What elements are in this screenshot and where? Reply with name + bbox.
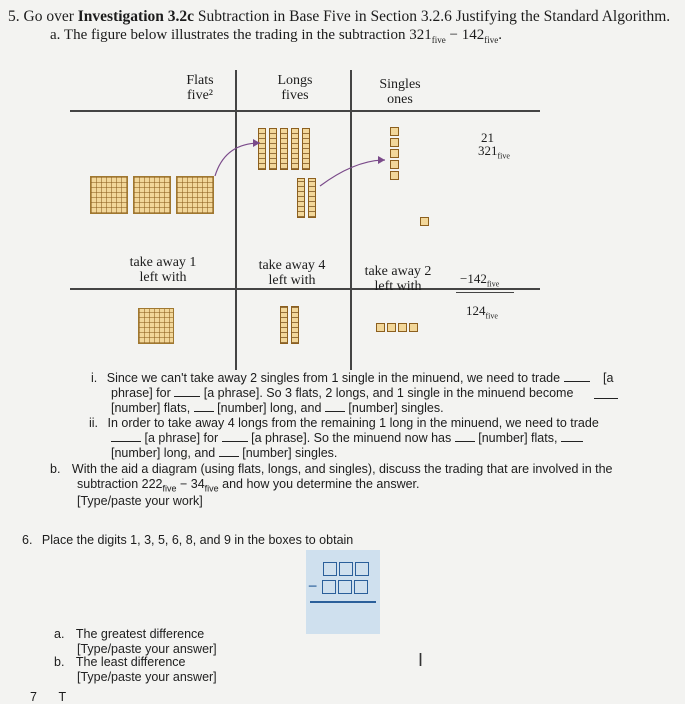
trade-arrow-flat-to-longs bbox=[215, 143, 260, 176]
q6-number: 6. bbox=[22, 533, 33, 547]
part-ii-line3-a: [number] long, and bbox=[111, 446, 216, 460]
minus-sign: − bbox=[308, 578, 318, 596]
part-i-line3-a: [number] flats, bbox=[111, 401, 191, 415]
q5a-base1: five bbox=[431, 35, 446, 45]
singles-take-away bbox=[353, 264, 443, 294]
subtrahend-base: five bbox=[486, 279, 500, 289]
header-longs bbox=[260, 73, 330, 103]
header-longs-unit: fives bbox=[281, 88, 309, 103]
part-i-line2-b: [a phrase]. So 3 flats, 2 longs, and 1 single in the minuend become bbox=[203, 386, 574, 400]
single-block bbox=[387, 323, 396, 332]
header-flats-label: Flats bbox=[186, 73, 214, 88]
long-block bbox=[291, 306, 299, 344]
part-i-label: i. bbox=[91, 371, 98, 385]
part-ii-line1-text: In order to take away 4 longs from the remaining 1 long in the minuend, we need to trade bbox=[107, 416, 599, 430]
blank-field[interactable] bbox=[222, 431, 248, 442]
single-block bbox=[376, 323, 385, 332]
part-b-line2-pre: subtraction 222 bbox=[77, 477, 163, 491]
part-b-line2-mid: − 34 bbox=[176, 477, 205, 491]
minuend: 321 bbox=[478, 143, 498, 158]
part-b-base1: five bbox=[162, 483, 177, 494]
minuend-base: five bbox=[497, 151, 510, 161]
flat-block bbox=[133, 176, 171, 214]
header-flats bbox=[170, 73, 230, 103]
blank-field[interactable] bbox=[174, 386, 200, 397]
blank-field[interactable] bbox=[455, 431, 475, 442]
flats-take-label: take away 1 bbox=[129, 255, 197, 270]
longs-take-label: take away 4 bbox=[258, 258, 326, 273]
blank-field[interactable] bbox=[111, 431, 141, 442]
q5a-text-mid: − 142 bbox=[445, 27, 485, 43]
part-b-line1-text: With the aid a diagram (using flats, longs, and singles), discuss the trading that are involved in the bbox=[71, 462, 613, 476]
single-block bbox=[398, 323, 407, 332]
digit-box-panel bbox=[306, 550, 380, 634]
single-block bbox=[420, 217, 429, 226]
blank-field[interactable] bbox=[219, 446, 239, 457]
q5-intro-pre: Go over bbox=[23, 8, 74, 25]
result-value: 124 bbox=[466, 303, 486, 318]
trade-marks: 21 bbox=[481, 130, 494, 145]
header-longs-label: Longs bbox=[277, 73, 313, 88]
header-singles-label: Singles bbox=[379, 77, 421, 92]
flat-block bbox=[90, 176, 128, 214]
flats-take-away bbox=[118, 255, 208, 285]
q5-part-ii-line1 bbox=[89, 416, 599, 430]
figure-top-rule bbox=[70, 110, 540, 112]
part-i-line1-text: Since we can't take away 2 singles from 1 single in the minuend, we need to trade bbox=[106, 371, 561, 385]
part-b-line2-end: and how you determine the answer. bbox=[218, 477, 420, 491]
trade-arrows bbox=[180, 118, 420, 218]
part-ii-line2-a: [a phrase] for bbox=[144, 431, 219, 445]
part-ii-line2-b: [a phrase]. So the minuend now has bbox=[251, 431, 452, 445]
digit-box[interactable] bbox=[323, 562, 337, 576]
digit-box[interactable] bbox=[322, 580, 336, 594]
part-ii-line3-b: [number] singles. bbox=[242, 446, 338, 460]
part-i-line3-c: [number] singles. bbox=[348, 401, 444, 415]
digit-box[interactable] bbox=[355, 562, 369, 576]
result-base: five bbox=[485, 311, 498, 321]
q5-part-ii-line2 bbox=[111, 431, 583, 445]
q7-number: 7 bbox=[30, 690, 37, 704]
subtrahend-value: −142 bbox=[460, 271, 487, 286]
q5-part-i-line3 bbox=[111, 401, 444, 415]
single-block bbox=[409, 323, 418, 332]
blank-field[interactable] bbox=[325, 401, 345, 412]
header-flats-unit: five² bbox=[187, 88, 213, 103]
q6-title bbox=[22, 533, 353, 547]
q5-intro-post: Subtraction in Base Five in Section 3.2.6 Justifying the Standard Algorithm. bbox=[197, 8, 671, 25]
part-b-base2: five bbox=[204, 483, 219, 494]
top-digit-row bbox=[322, 560, 370, 578]
q5a-label: a. bbox=[50, 27, 61, 43]
figure-divider-2 bbox=[350, 70, 352, 370]
blank-field[interactable] bbox=[561, 431, 583, 442]
answer-field-6a[interactable]: [Type/paste your answer] bbox=[77, 642, 217, 656]
result bbox=[466, 303, 498, 321]
part-i-line3-b: [number] long, and bbox=[217, 401, 322, 415]
q6-part-b bbox=[54, 655, 185, 669]
part-b-label: b. bbox=[50, 462, 61, 476]
q6b-label: b. bbox=[54, 655, 65, 669]
trade-notation bbox=[478, 131, 510, 163]
q6-text: Place the digits 1, 3, 5, 6, 8, and 9 in the boxes to obtain bbox=[41, 533, 354, 547]
blank-field[interactable] bbox=[564, 371, 590, 382]
header-singles-unit: ones bbox=[387, 92, 413, 107]
difference-rule bbox=[310, 601, 376, 603]
result-rule bbox=[456, 292, 514, 293]
part-i-line1-end: [a bbox=[603, 371, 614, 385]
answer-field-5b[interactable]: [Type/paste your work] bbox=[77, 494, 203, 508]
q5-part-i-line1 bbox=[91, 371, 613, 385]
part-i-line2-a: phrase] for bbox=[111, 386, 171, 400]
q5-title bbox=[8, 8, 670, 26]
q7-title bbox=[30, 690, 66, 704]
subtrahend bbox=[460, 271, 499, 289]
q5-intro-bold: Investigation 3.2c bbox=[77, 8, 194, 25]
q6-part-a bbox=[54, 627, 204, 641]
bottom-digit-row bbox=[308, 578, 369, 596]
q5a-text-end: . bbox=[498, 27, 502, 43]
flat-block bbox=[138, 308, 174, 344]
q5-part-ii-line3 bbox=[111, 446, 337, 460]
longs-left-label: left with bbox=[268, 273, 316, 288]
long-block bbox=[280, 306, 288, 344]
singles-take-label: take away 2 bbox=[364, 264, 432, 279]
digit-box[interactable] bbox=[354, 580, 368, 594]
q7-text: T bbox=[58, 690, 67, 704]
part-ii-label: ii. bbox=[89, 416, 99, 430]
arrow-head-icon bbox=[253, 139, 260, 147]
q5a-base2: five bbox=[484, 35, 499, 45]
q5-part-b-line2 bbox=[77, 477, 420, 494]
figure-divider-1 bbox=[235, 70, 237, 370]
part-ii-line2-c: [number] flats, bbox=[478, 431, 558, 445]
q6b-text: The least difference bbox=[75, 655, 186, 669]
flats-left-label: left with bbox=[139, 270, 187, 285]
trade-arrow-long-to-singles bbox=[320, 160, 385, 186]
blank-field[interactable] bbox=[594, 398, 618, 399]
q5-part-b-line1 bbox=[50, 462, 613, 476]
q5-part-i-line2 bbox=[111, 386, 573, 400]
q6a-label: a. bbox=[54, 627, 65, 641]
digit-box[interactable] bbox=[339, 562, 353, 576]
arrow-head-icon bbox=[378, 156, 385, 164]
digit-box[interactable] bbox=[338, 580, 352, 594]
q5-number: 5. bbox=[8, 8, 20, 25]
longs-take-away bbox=[247, 258, 337, 288]
blank-field[interactable] bbox=[194, 401, 214, 412]
singles-left-label: left with bbox=[374, 279, 422, 294]
header-singles bbox=[365, 77, 435, 107]
text-cursor-icon: I bbox=[418, 650, 424, 670]
q5a-title bbox=[50, 27, 502, 45]
q5a-text-pre: The figure below illustrates the trading in the subtraction 321 bbox=[63, 27, 432, 43]
answer-field-6b[interactable]: [Type/paste your answer] bbox=[77, 670, 217, 684]
q6a-text: The greatest difference bbox=[75, 627, 205, 641]
